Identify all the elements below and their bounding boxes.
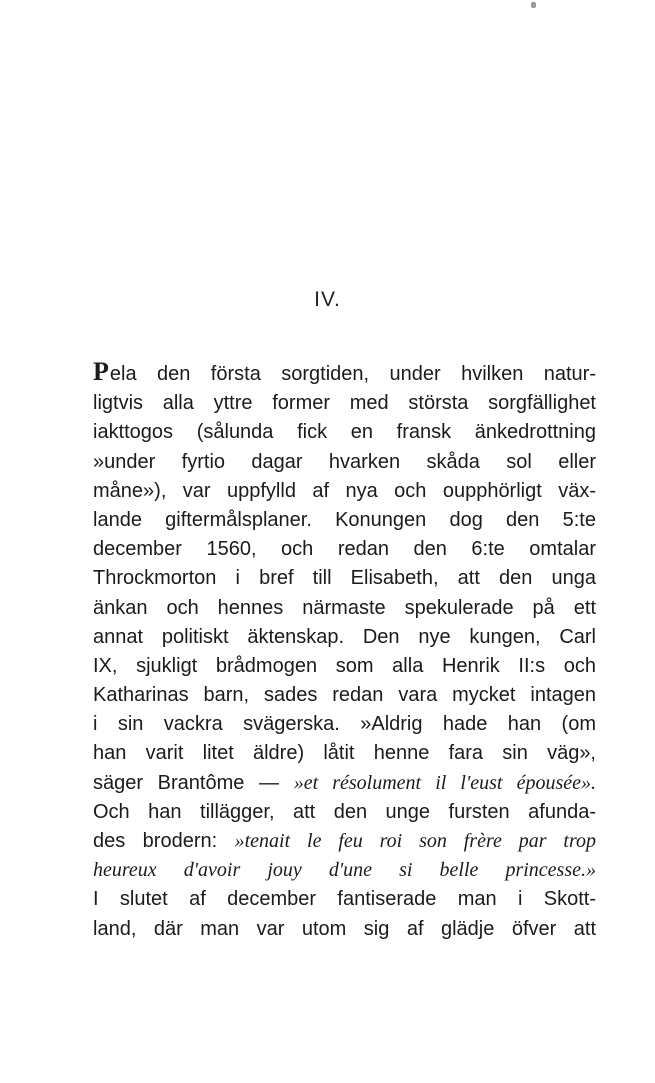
text-line-13: i sin vackra svägerska. »Aldrig hade han (om	[93, 713, 596, 736]
text-line-11: IX, sjukligt brådmogen som alla Henrik II:s och	[93, 654, 596, 677]
text-line-17	[93, 827, 596, 856]
text-line-1	[93, 357, 596, 389]
text-line-10: annat politiskt äktenskap. Den nye kungen, Carl	[93, 625, 596, 648]
chapter-heading: IV.	[314, 288, 341, 311]
text-line-7: december 1560, och redan den 6:te omtalar	[93, 538, 596, 561]
text-line-17-roman: des brodern:	[93, 830, 235, 852]
page-speck	[531, 2, 536, 8]
text-line-12: Katharinas barn, sades redan vara mycket intagen	[93, 684, 596, 707]
text-line-9: änkan och hennes närmaste spekulerade på ett	[93, 596, 596, 619]
text-line-18	[93, 856, 596, 885]
text-line-19: I slutet af december fantiserade man i Skott-	[93, 888, 596, 911]
text-line-8: Throckmorton i bref till Elisabeth, att den unga	[93, 567, 596, 590]
text-line-15-italic: »et résolument il l'eust épousée».	[293, 771, 596, 794]
text-line-15	[93, 769, 596, 798]
text-line-20: land, där man var utom sig af glädje öfver att	[93, 917, 596, 940]
text-line-16: Och han tillägger, att den unge fursten afunda-	[93, 800, 596, 823]
text-line-14: han varit litet äldre) låtit henne fara sin väg»,	[93, 742, 596, 765]
text-line-4: »under fyrtio dagar hvarken skåda sol eller	[93, 450, 596, 473]
text-line-1-rest: ela den första sorgtiden, under hvilken natur-	[109, 363, 596, 385]
text-line-5: måne»), var uppfylld af nya och oupphörligt väx-	[93, 479, 596, 502]
text-line-18-italic: heureux d'avoir jouy d'une si belle princesse.»	[93, 859, 596, 882]
text-line-3: iakttogos (sålunda fick en fransk änkedrottning	[93, 421, 596, 444]
text-line-17-italic: »tenait le feu roi son frère par trop	[234, 830, 596, 852]
drop-cap: P	[93, 357, 109, 386]
text-line-15-roman: säger Brantôme —	[93, 771, 294, 794]
text-line-6: lande giftermålsplaner. Konungen dog den 5:te	[93, 508, 596, 531]
body-text	[93, 357, 596, 944]
text-line-2: ligtvis alla yttre former med största sorgfällighet	[93, 392, 596, 415]
